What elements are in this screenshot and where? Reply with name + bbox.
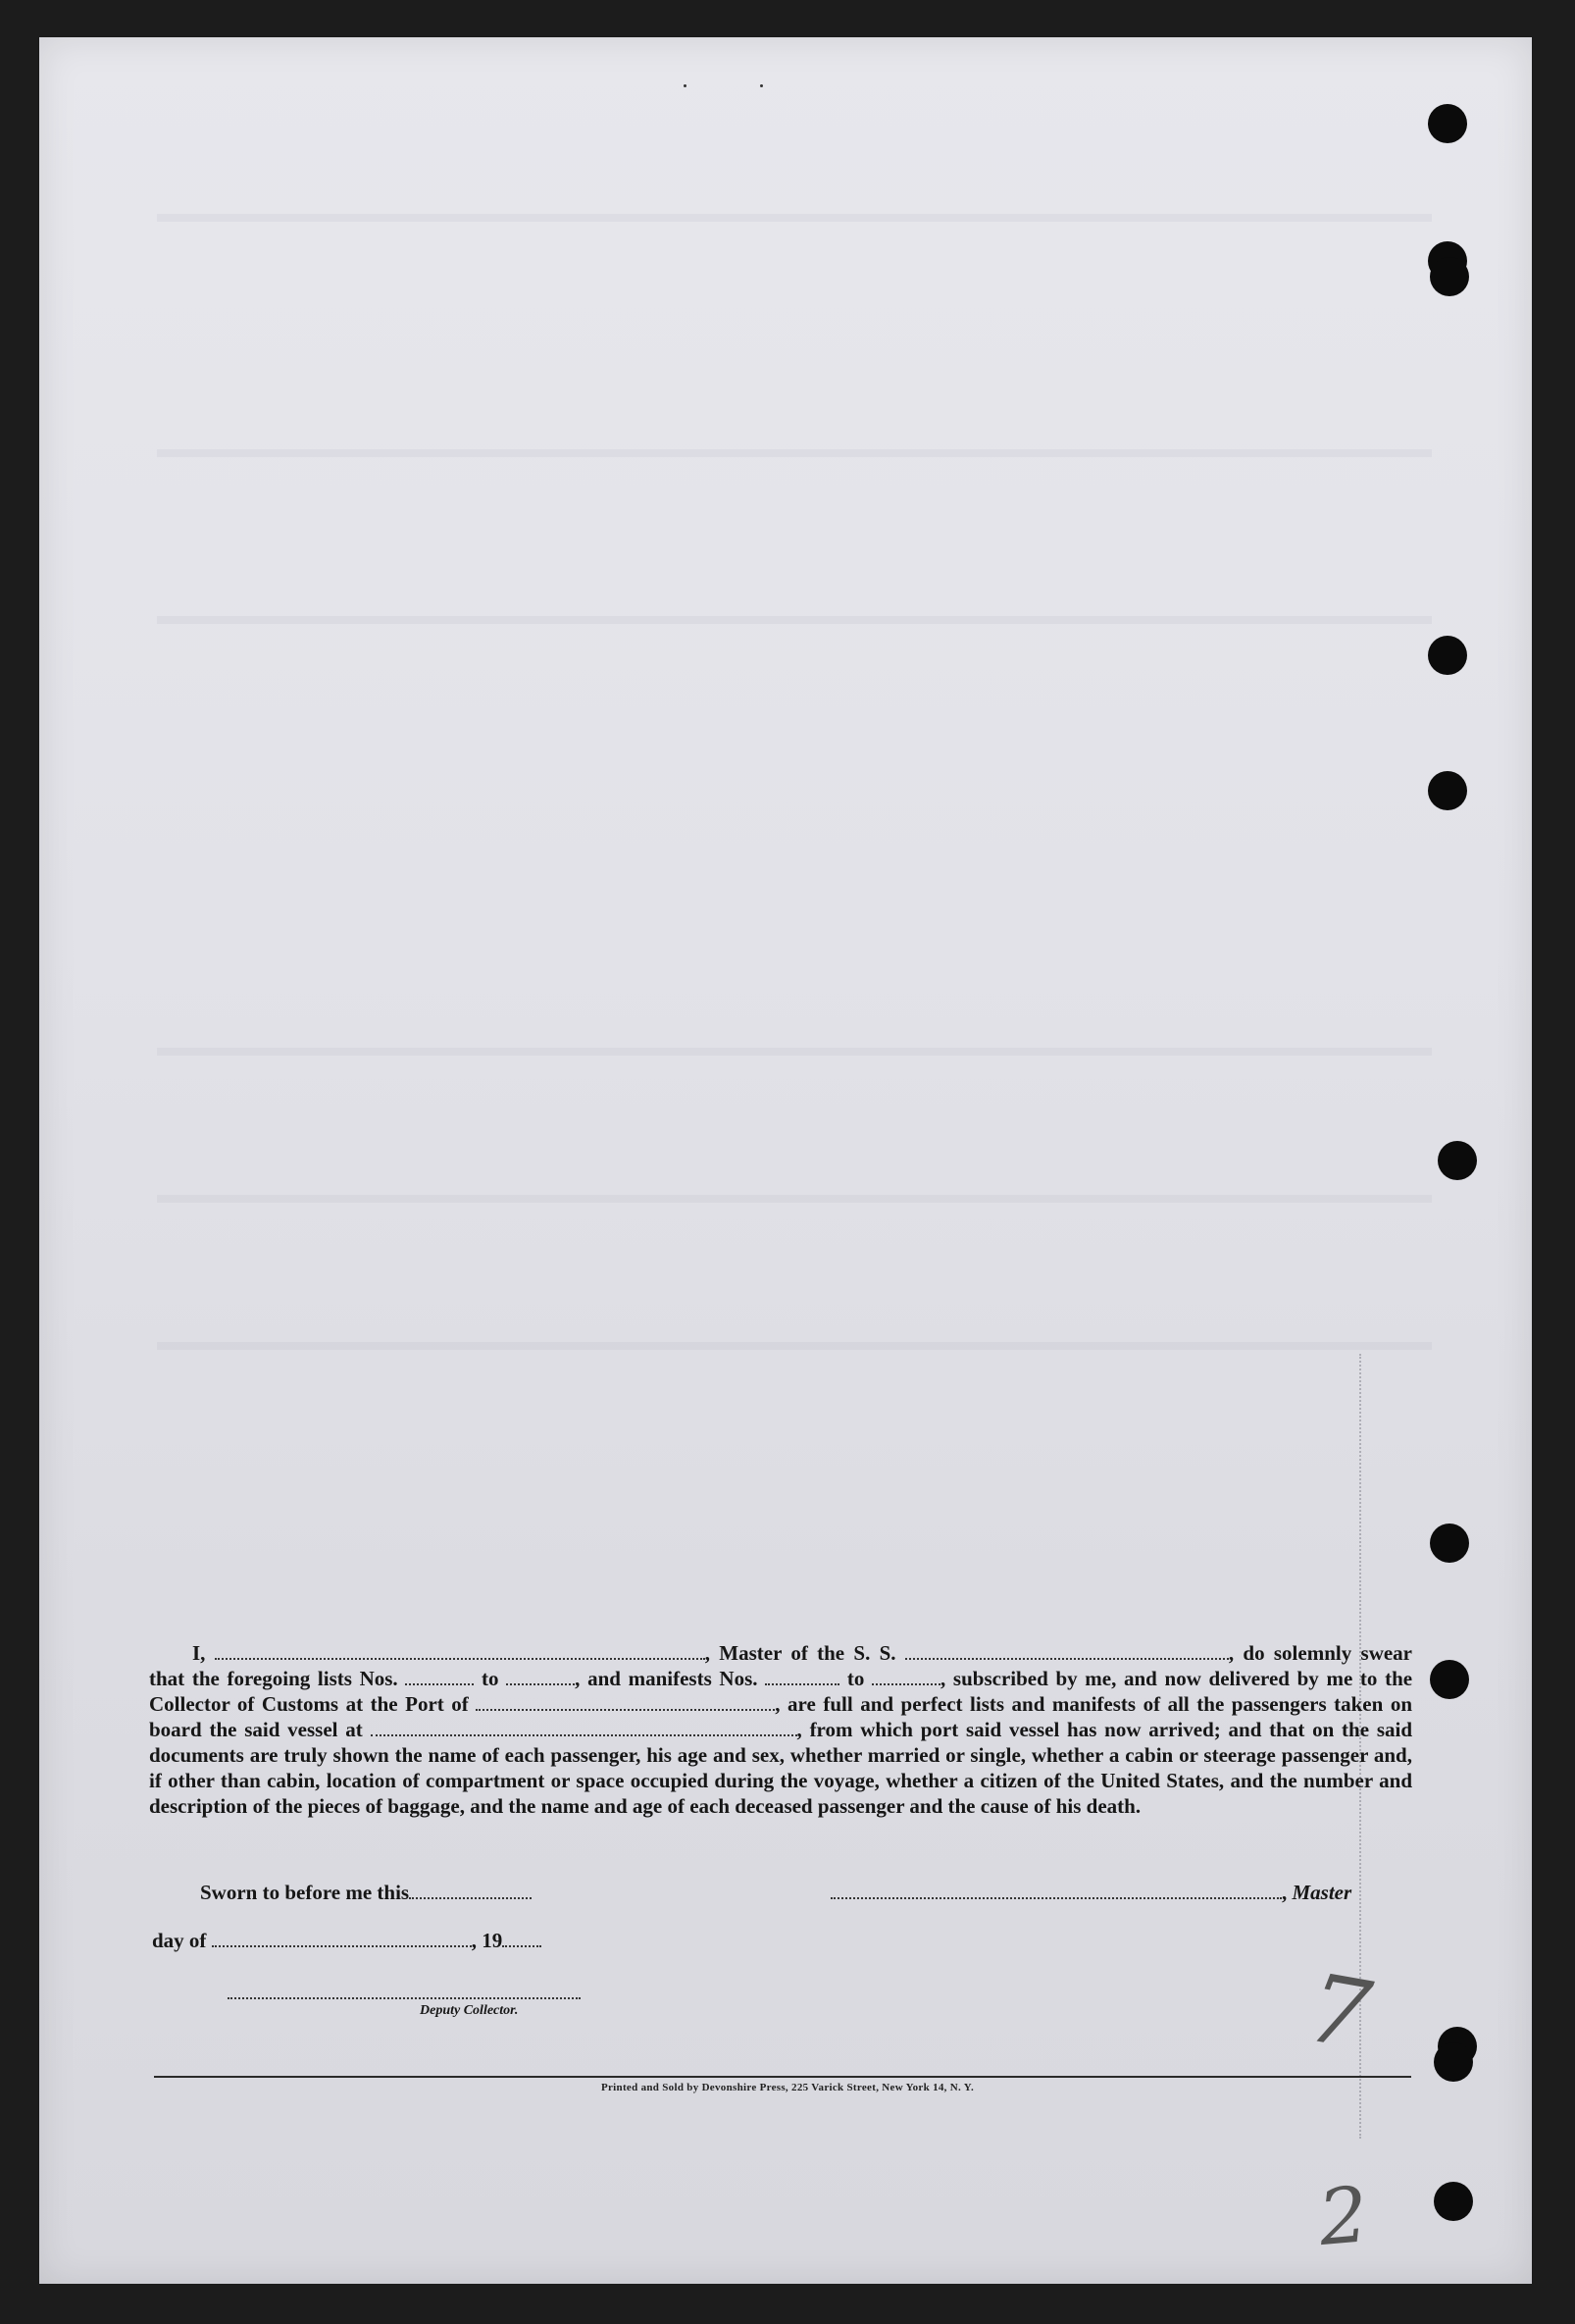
oath-text: to	[846, 1667, 865, 1690]
manifest-to-field[interactable]	[872, 1668, 940, 1685]
bleed-through	[157, 1342, 1432, 1350]
master-signature-line: , Master	[831, 1881, 1351, 1905]
punch-hole	[1430, 1660, 1469, 1699]
punch-hole	[1430, 257, 1469, 296]
bleed-through	[157, 449, 1432, 457]
punch-hole	[1428, 771, 1467, 810]
oath-paragraph	[149, 1640, 1412, 1819]
oath-text: port said vessel has now arrived; and that on the said documents are truly shown the name of each passenger, his age and sex, whether married or single, whether a cabin or steerage passenger and, if other than cabin, location of compartment or space occupied during the voyage, whether a citizen of the United States, and the number and description of the pieces of baggage, and the name and age of each deceased passenger and the cause of his death.	[149, 1718, 1412, 1818]
master-name-field[interactable]	[215, 1642, 705, 1660]
oath-text: to	[482, 1667, 499, 1690]
printer-imprint: Printed and Sold by Devonshire Press, 225 Varick Street, New York 14, N. Y.	[600, 2082, 974, 2093]
year-label: , 19	[471, 1929, 503, 1952]
punch-hole	[1438, 1141, 1477, 1180]
vessel-name-field[interactable]	[905, 1642, 1229, 1660]
sworn-label: Sworn to before me this	[200, 1881, 410, 1904]
list-from-field[interactable]	[405, 1668, 474, 1685]
punch-hole	[1434, 2182, 1473, 2221]
bleed-through	[157, 214, 1432, 222]
bleed-through	[157, 616, 1432, 624]
oath-text: , and manifests Nos.	[575, 1667, 758, 1690]
oath-text: swear that the foregoing lists Nos.	[149, 1641, 1412, 1690]
oath-text: manifests of all the passengers taken on board the said vessel at	[149, 1692, 1413, 1741]
oath-text: , subscribed by me, and now	[940, 1667, 1201, 1690]
month-field[interactable]	[212, 1930, 472, 1947]
oath-text: , from which	[796, 1718, 913, 1741]
sworn-line	[200, 1881, 532, 1905]
oath-text: , are full and perfect lists and	[775, 1692, 1045, 1716]
bleed-through	[157, 1048, 1432, 1056]
punch-hole	[1428, 104, 1467, 143]
handwritten-mark: 2	[1315, 2171, 1372, 2263]
manifest-from-field[interactable]	[765, 1668, 839, 1685]
list-to-field[interactable]	[506, 1668, 575, 1685]
oath-text: , do solemnly	[1228, 1641, 1352, 1665]
oath-text: delivered by me to the Collector of Customs at the Port of	[149, 1667, 1413, 1716]
year-field[interactable]	[502, 1930, 541, 1947]
footer-rule	[154, 2076, 1411, 2078]
day-of-label: day of	[152, 1929, 207, 1952]
oath-text: I,	[192, 1641, 206, 1665]
port-field[interactable]	[476, 1693, 775, 1711]
punch-hole	[1430, 1524, 1469, 1563]
punch-hole	[1434, 2042, 1473, 2082]
embarkation-port-field[interactable]	[371, 1719, 797, 1736]
deputy-collector-label: Deputy Collector.	[420, 2003, 519, 2018]
punch-hole	[1428, 636, 1467, 675]
date-line	[152, 1929, 541, 1953]
deputy-signature-field[interactable]	[228, 1997, 581, 1999]
sworn-day-field[interactable]	[409, 1882, 532, 1899]
master-label: Master	[1292, 1881, 1352, 1904]
master-signature-field[interactable]	[831, 1882, 1282, 1899]
bleed-through	[157, 1195, 1432, 1203]
speck	[760, 84, 763, 87]
handwritten-mark: 7	[1299, 1952, 1379, 2072]
speck	[684, 84, 686, 87]
oath-text: , Master of the S. S.	[704, 1641, 896, 1665]
